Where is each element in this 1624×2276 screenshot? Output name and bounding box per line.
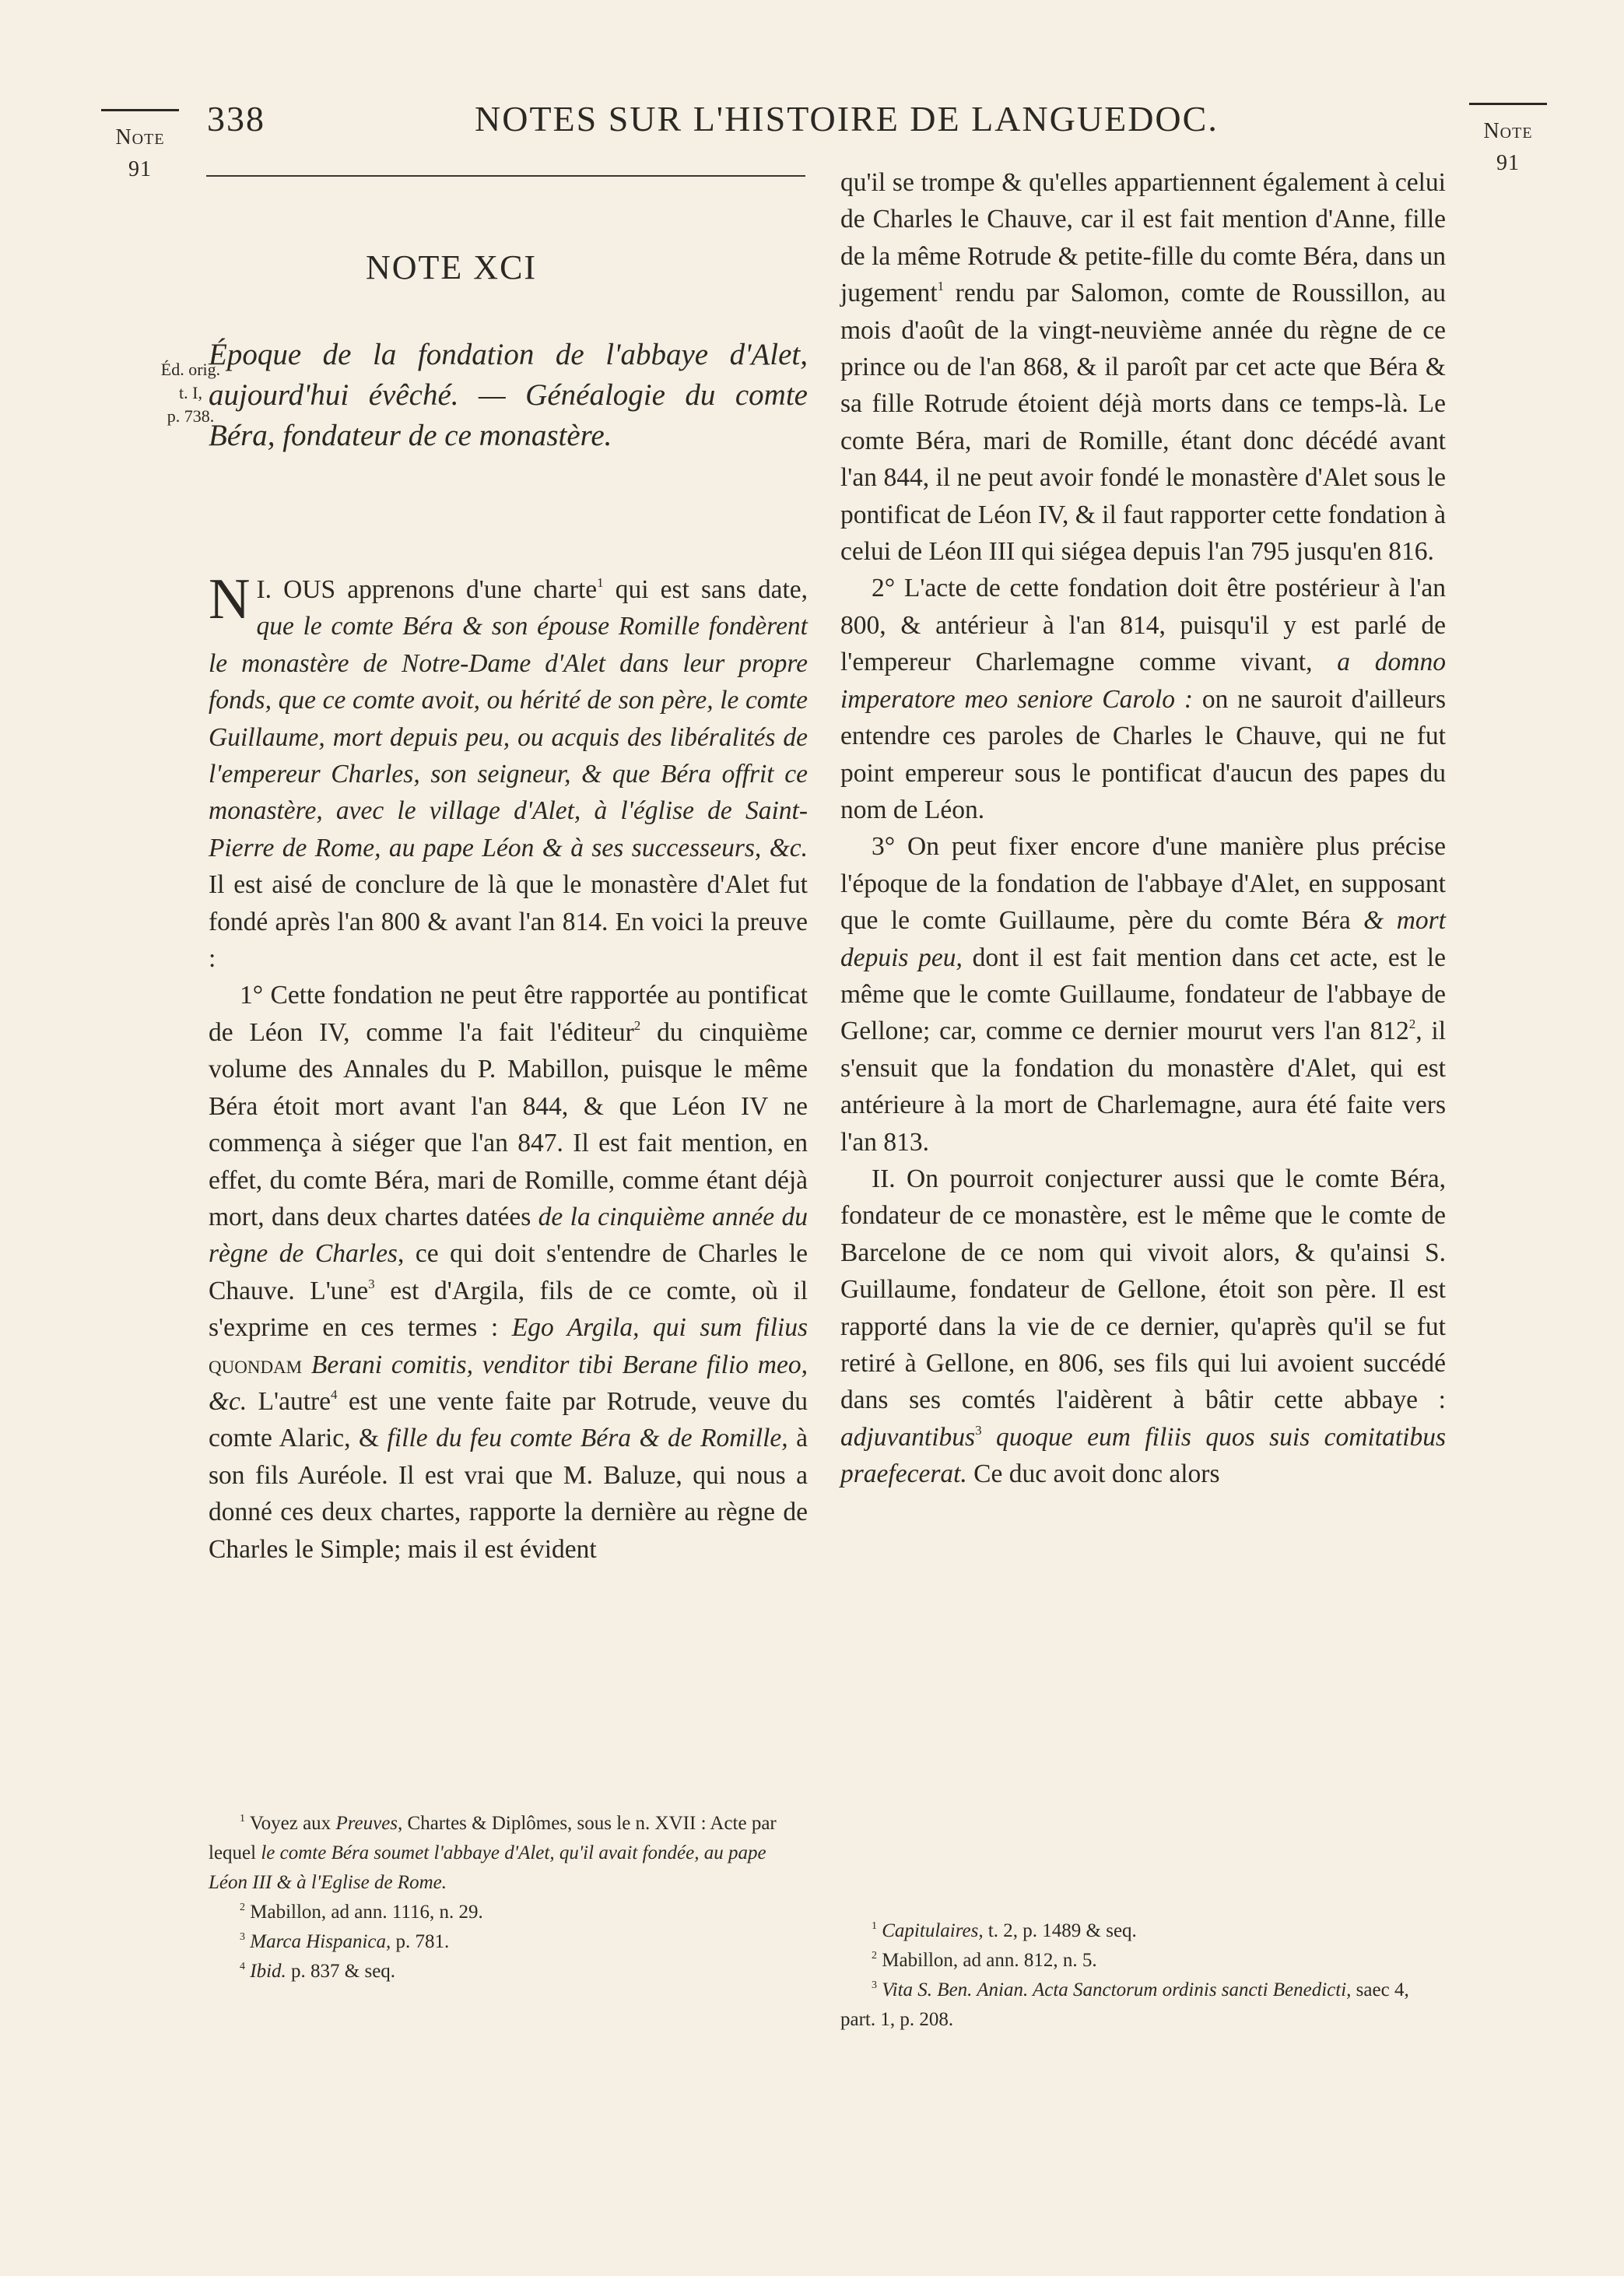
left-margin-number: 91 xyxy=(128,156,152,181)
left-margin-label: Note xyxy=(115,125,165,149)
note-subtitle: Époque de la fondation de l'abbaye d'Alet, aujourd'hui évêché. — Généalogie du comte Béra, fondateur de ce monastère. xyxy=(209,338,808,452)
drop-cap: N xyxy=(209,567,251,631)
text-run: OUS apprenons d'une charte xyxy=(283,575,598,604)
text-run: on ne sauroit d'ailleurs entendre ces paroles de Charles le Chauve, qui ne fut point empereur sous le pontificat d'aucun des papes du nom de Léon. xyxy=(840,684,1446,824)
text-run: , ce qui doit s'entendre de Charles le Chauve. L'une xyxy=(209,1239,808,1305)
text-run: est d'Argila, fils de ce comte, où il s'exprime en ces termes : xyxy=(209,1276,808,1343)
left-margin-rule xyxy=(101,109,179,111)
footnote-ref: 2 xyxy=(633,1017,641,1033)
italic-run: a domno imperatore meo seniore Carolo : xyxy=(840,648,1446,714)
section-numeral: I. xyxy=(256,575,272,604)
left-paragraph-2 xyxy=(209,977,808,1568)
right-margin-rule xyxy=(1469,103,1547,105)
text-run: qu'il se trompe & qu'elles appartiennent également à celui de Charles le Chauve, car il est fait mention d'Anne, fille de la même Rotrude & petite-fille du comte Béra, dans un jugement xyxy=(840,168,1446,308)
italic-run: & mort depuis peu, xyxy=(840,906,1446,972)
note-heading: NOTE XCI xyxy=(366,248,538,286)
page-number: 338 xyxy=(207,99,265,139)
text-run: 2° L'acte de cette fondation doit être postérieur à l'an 800, & antérieur à l'an 814, puisqu'il y est parlé de l'empereur Charlemagne comme vivant, xyxy=(840,574,1446,677)
small-caps-run: quondam xyxy=(209,1350,303,1379)
footnote-number: 3 xyxy=(240,1931,245,1943)
italic-run: Capitulaires, xyxy=(882,1920,984,1941)
text-run: Mabillon, ad ann. 1116, n. 29. xyxy=(250,1902,483,1923)
footnote-ref: 1 xyxy=(937,279,945,294)
italic-run: adjuvantibus xyxy=(840,1422,976,1452)
italic-run: Preuves, xyxy=(335,1813,403,1834)
text-run: 3° On peut fixer encore d'une manière plus précise l'époque de la fondation de l'abbaye d'Alet, en supposant que le comte Guillaume, père du comte Béra xyxy=(840,832,1446,936)
right-paragraph-3 xyxy=(840,828,1446,1161)
text-run: Il est aisé de conclure de là que le monastère d'Alet fut fondé après l'an 800 & avant l'an 814. En voici la preuve : xyxy=(209,870,808,974)
right-footnote-2 xyxy=(840,1946,1446,1976)
right-margin-note xyxy=(1469,103,1547,179)
text-run: dont il est fait mention dans cet acte, est le même que le comte Guillaume, fondateur de l'abbaye de Gellone; car, comme ce dernier mourut vers l'an 812 xyxy=(840,943,1446,1046)
left-paragraph-1 xyxy=(209,567,808,977)
text-run: II. On pourroit conjecturer aussi que le comte Béra, fondateur de ce monastère, est le même que le comte de Barcelone de ce nom qui vivoit alors, & qu'ainsi S. Guillaume, fondateur de Gellone, étoit son père. Il est rapporté dans la vie de ce dernier, qu'après qu'il se fut retiré à Gellone, en 806, ses fils qui lui avoient succédé dans ses comtés l'aidèrent à bâtir cette abbaye : xyxy=(840,1164,1446,1415)
footnote-ref: 3 xyxy=(368,1276,375,1291)
left-footnote-4 xyxy=(209,1957,808,1986)
footnote-number: 1 xyxy=(872,1920,877,1932)
left-margin-note xyxy=(101,109,179,185)
left-footnote-2 xyxy=(209,1898,808,1927)
footnote-ref: 4 xyxy=(331,1386,338,1402)
italic-run: Ibid. xyxy=(250,1961,286,1982)
italic-run: fille du feu comte Béra & de Romille, xyxy=(387,1424,788,1453)
edition-reference-line1: Éd. orig. xyxy=(160,360,221,379)
right-footnotes xyxy=(840,1916,1446,2035)
right-margin-label: Note xyxy=(1483,119,1533,143)
italic-run: Vita S. Ben. Anian. Acta Sanctorum ordinis sancti Benedicti, xyxy=(882,1979,1352,2000)
text-run: Mabillon, ad ann. 812, n. 5. xyxy=(882,1950,1097,1971)
text-run: 1° Cette fondation ne peut être rapportée au pontificat de Léon IV, comme l'a fait l'éditeur xyxy=(209,981,808,1047)
italic-run: Berani comitis, venditor tibi Berane filio meo, &c. xyxy=(209,1350,808,1416)
text-run: à son fils Auréole. Il est vrai que M. Baluze, qui nous a donné ces deux chartes, rapporte la dernière au règne de Charles le Simple; mais il est évident xyxy=(209,1424,808,1564)
left-footnotes xyxy=(209,1809,808,1986)
edition-reference-line2: t. I, xyxy=(179,383,202,402)
footnote-ref: 3 xyxy=(975,1422,982,1438)
text-run: t. 2, p. 1489 & seq. xyxy=(983,1920,1137,1941)
right-paragraph-1 xyxy=(840,164,1446,570)
footnote-number: 2 xyxy=(872,1950,877,1962)
footnote-number: 2 xyxy=(240,1902,245,1913)
italic-run: quoque eum filiis quos suis comitatibus praefecerat. xyxy=(840,1422,1446,1489)
italic-run: le comte Béra soumet l'abbaye d'Alet, qu'il avait fondée, au pape Léon III & à l'Eglise de Rome. xyxy=(209,1842,766,1893)
text-run: L'autre xyxy=(247,1386,331,1416)
text-run: Chartes & Diplômes, sous le n. XVII : Acte par lequel xyxy=(209,1813,777,1863)
left-footnote-1 xyxy=(209,1809,808,1898)
text-run: Ce duc avoit donc alors xyxy=(966,1459,1220,1489)
text-run: Voyez aux xyxy=(249,1813,336,1834)
footnote-ref: 2 xyxy=(1408,1017,1416,1032)
footnote-ref: 1 xyxy=(597,575,604,590)
right-paragraph-4 xyxy=(840,1161,1446,1493)
text-run: , il s'ensuit que la fondation du monastère d'Alet, qui est antérieure à la mort de Charlemagne, aura été faite vers l'an 813. xyxy=(840,1017,1446,1157)
right-column xyxy=(840,164,1446,1493)
text-run: qui est sans date, xyxy=(603,575,808,604)
text-run: du cinquième volume des Annales du P. Mabillon, puisque le même Béra étoit mort avant l'an 844, & que Léon IV ne commença à siéger que l'an 847. Il est fait mention, en effet, du comte Béra, mari de Romille, comme étant déjà mort, dans deux chartes datées xyxy=(209,1017,808,1231)
edition-reference-line3: p. 738. xyxy=(167,406,215,426)
right-margin-number: 91 xyxy=(1496,150,1520,175)
running-title: NOTES SUR L'HISTOIRE DE LANGUEDOC. xyxy=(475,99,1219,139)
italic-run: Ego Argila, qui sum filius xyxy=(511,1313,808,1343)
right-footnote-3 xyxy=(840,1976,1446,2035)
text-run: est une vente faite par Rotrude, veuve du comte Alaric, & xyxy=(209,1386,808,1453)
footnote-number: 4 xyxy=(240,1961,245,1972)
text-run: saec 4, part. 1, p. 208. xyxy=(840,1979,1409,2030)
left-column xyxy=(209,567,808,1568)
header-rule xyxy=(206,175,805,177)
text-run: rendu par Salomon, comte de Roussillon, au mois d'août de la vingt-neuvième année du règne de ce prince ou de l'an 868, & il paroît par cet acte que Béra & sa fille Rotrude étoient déjà morts dans ce temps-là. Le comte Béra, mari de Romille, étant donc décédé avant l'an 844, il ne peut avoir fondé le monastère d'Alet sous le pontificat de Léon IV, & il faut rapporter cette fondation à celui de Léon III qui siégea depuis l'an 795 jusqu'en 816. xyxy=(840,279,1446,567)
left-footnote-3 xyxy=(209,1927,808,1957)
right-paragraph-2 xyxy=(840,570,1446,828)
footnote-number: 1 xyxy=(240,1813,245,1825)
text-run: p. 781. xyxy=(391,1931,450,1952)
italic-run: Marca Hispanica, xyxy=(250,1931,391,1952)
text-run: p. 837 & seq. xyxy=(286,1961,396,1982)
italic-run: que le comte Béra & son épouse Romille fondèrent le monastère de Notre-Dame d'Alet dans leur propre fonds, que ce comte avoit, ou hérité de son père, le comte Guillaume, mort depuis peu, ou acquis des libéralités de l'empereur Charles, son seigneur, & que Béra offrit ce monastère, avec le village d'Alet, à l'église de Saint-Pierre de Rome, au pape Léon & à ses successeurs, &c. xyxy=(209,612,808,862)
right-footnote-1 xyxy=(840,1916,1446,1946)
footnote-number: 3 xyxy=(872,1979,877,1991)
italic-run: de la cinquième année du règne de Charles xyxy=(209,1202,808,1269)
